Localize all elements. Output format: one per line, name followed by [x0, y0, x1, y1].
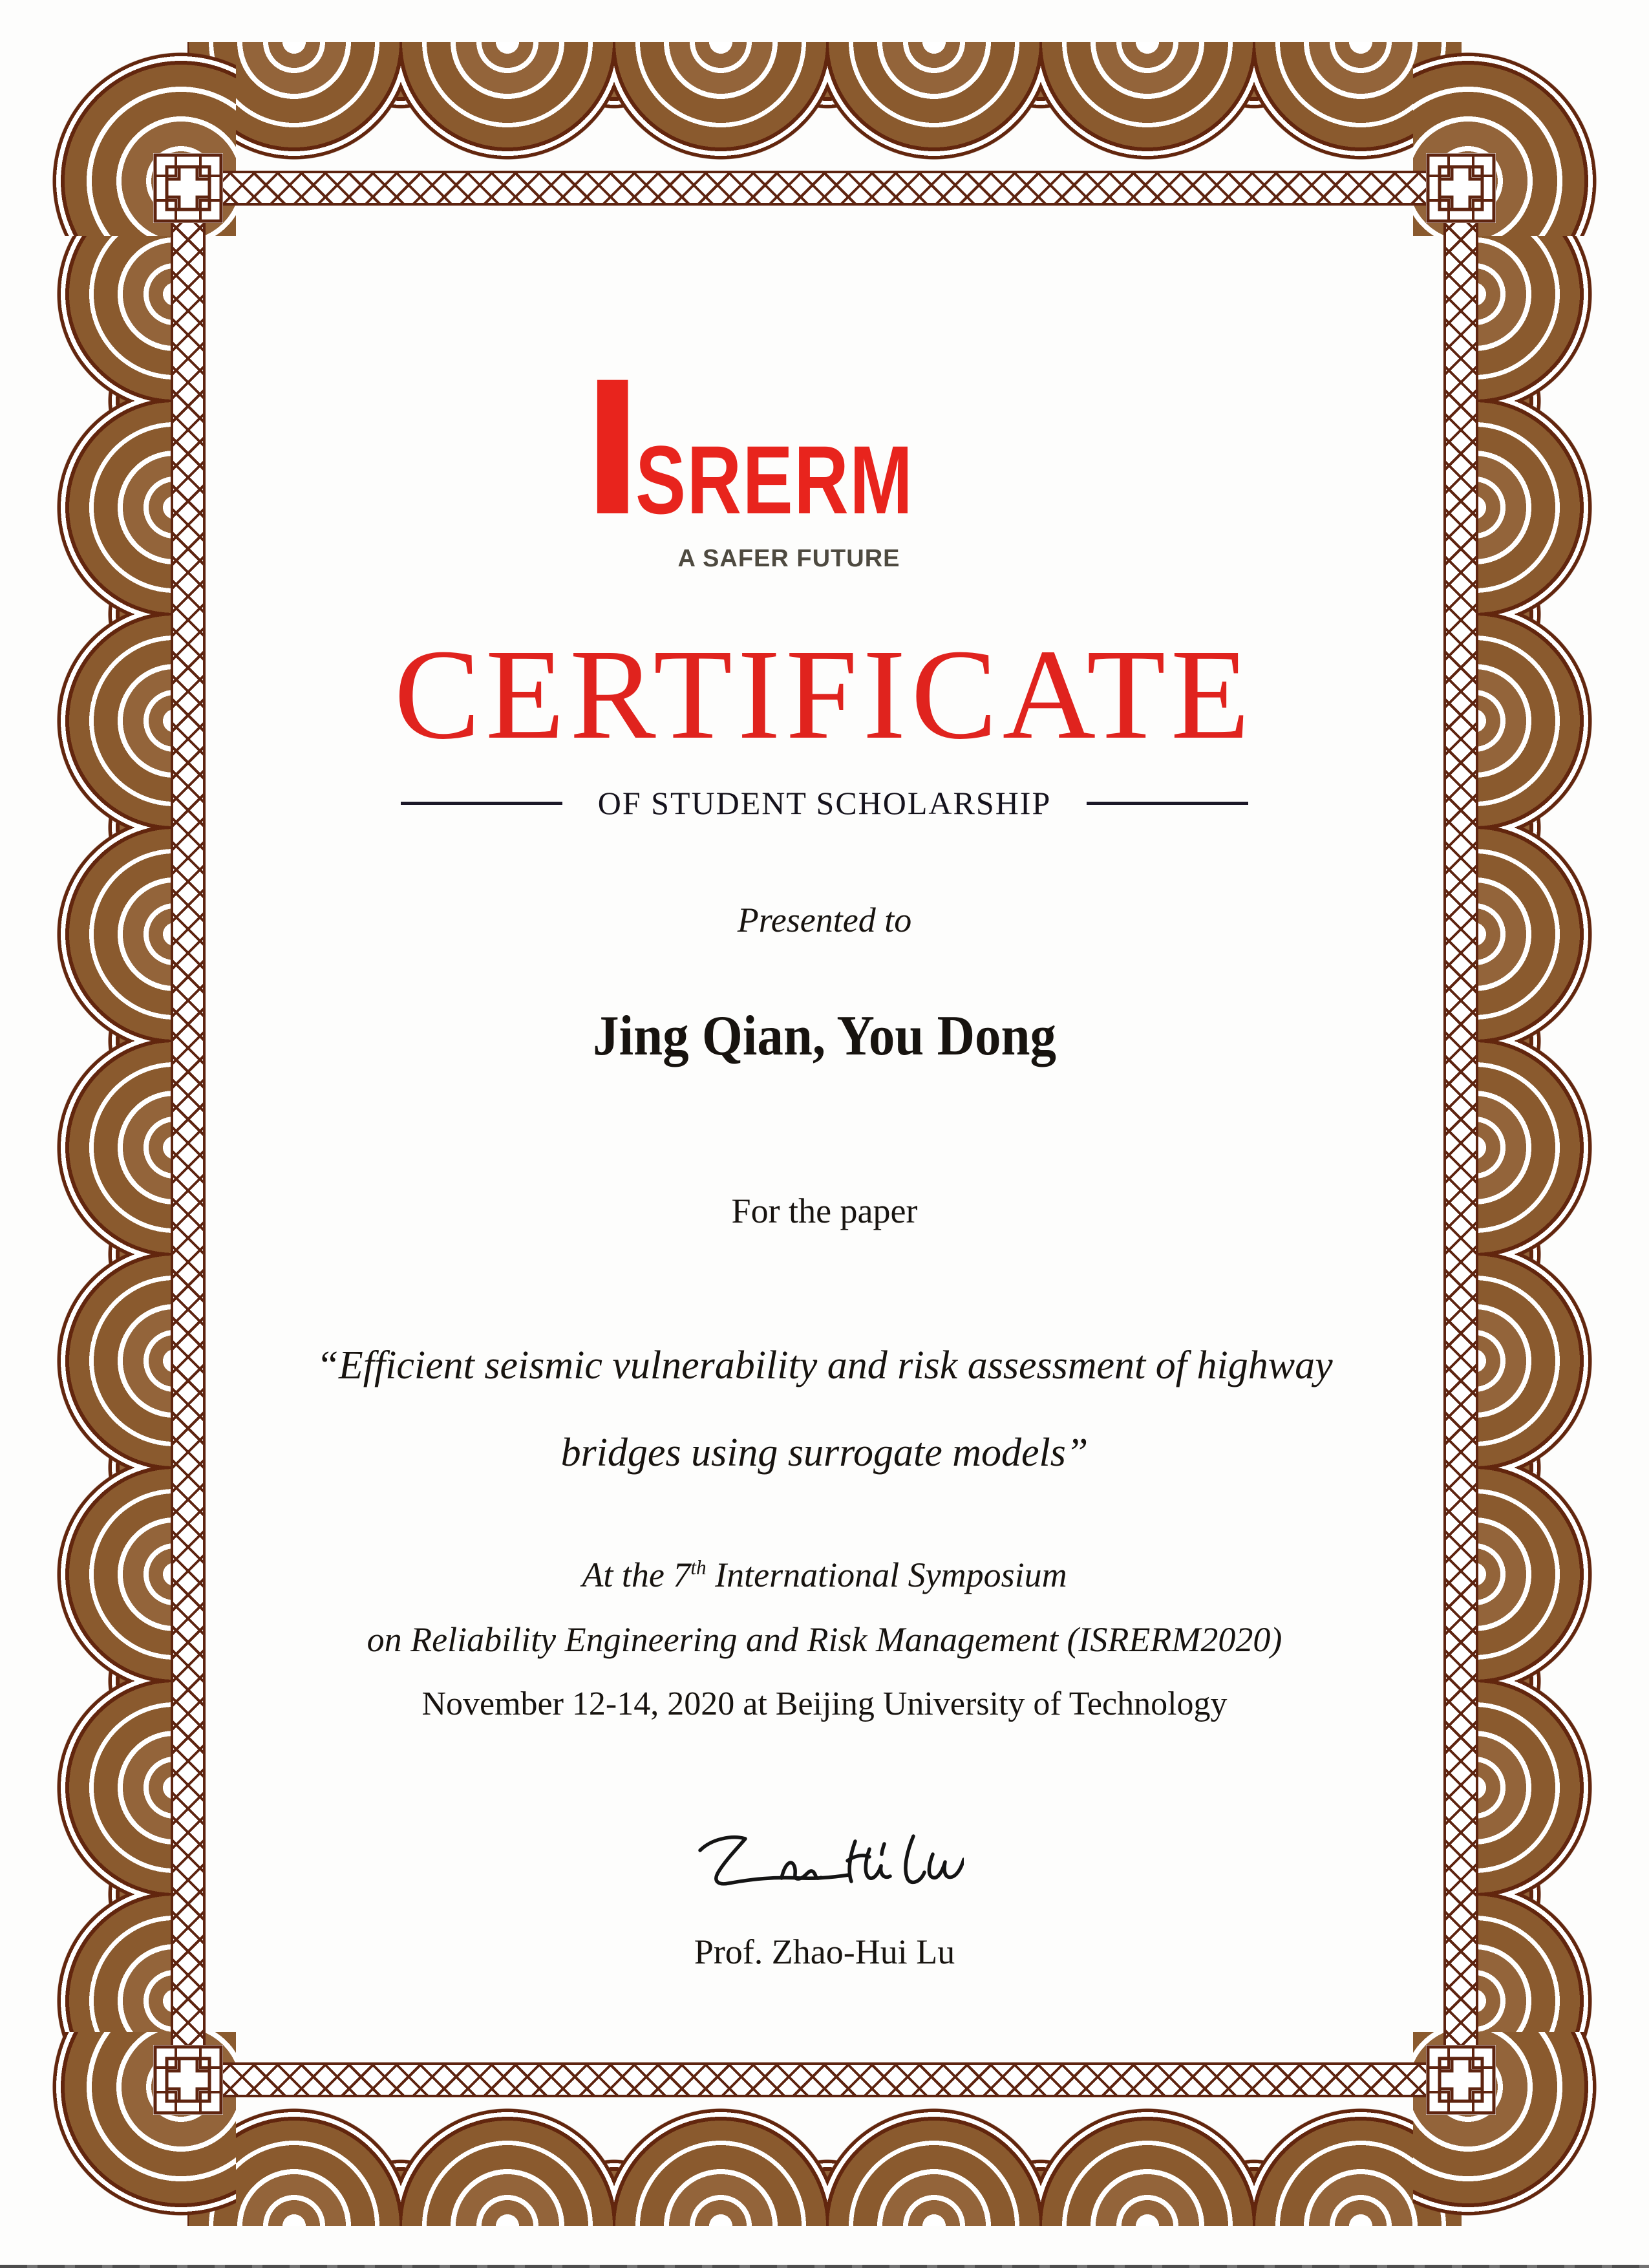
logo-wordmark-text: SRERM [635, 425, 914, 534]
ribbon-band-left [171, 153, 206, 2115]
certificate-content [207, 206, 1442, 2064]
paper-title-line-2: bridges using surrogate models” [560, 1431, 1089, 1475]
recipient-names: Jing Qian, You Dong [593, 1005, 1056, 1067]
signature-handwriting [686, 1817, 964, 1914]
event-line-1 [367, 1543, 1282, 1607]
lace-border-bottom [187, 2093, 1462, 2226]
event-line-1-ordinal-suffix: th [690, 1556, 707, 1579]
paper-title-line-1: “Efficient seismic vulnerability and risk assessment of highway [316, 1343, 1333, 1387]
certificate-subtitle: OF STUDENT SCHOLARSHIP [597, 785, 1052, 821]
subtitle-rule-right [1087, 802, 1248, 805]
logo-initial-i: I [582, 337, 643, 555]
lace-border-right [1474, 187, 1607, 2081]
scan-artifact-line [0, 2265, 1649, 2268]
certificate-subtitle-row [401, 786, 1249, 820]
isrerm-wordmark [582, 337, 992, 555]
event-line-2: on Reliability Engineering and Risk Management (ISRERM2020) [367, 1620, 1282, 1659]
presented-to-label: Presented to [737, 901, 912, 939]
ribbon-band-bottom [153, 2062, 1496, 2097]
ribbon-band-top [153, 171, 1496, 206]
for-the-paper-label: For the paper [731, 1192, 918, 1230]
ribbon-band-right [1443, 153, 1478, 2115]
signature [686, 1817, 964, 1914]
logo-tagline: A SAFER FUTURE [677, 545, 900, 572]
event-line-1-rest: International Symposium [706, 1556, 1067, 1594]
certificate-title: CERTIFICATE [394, 623, 1255, 766]
paper-title [316, 1322, 1332, 1497]
signatory-name: Prof. Zhao-Hui Lu [694, 1932, 955, 1971]
event-line-1-text: At the 7 [582, 1556, 691, 1594]
event-details [367, 1543, 1282, 1737]
lace-border-left [42, 187, 175, 2081]
event-date-location: November 12-14, 2020 at Beijing University of Technology [421, 1685, 1228, 1722]
subtitle-rule-left [401, 802, 562, 805]
isrerm-logo [582, 337, 992, 572]
lace-border-top [187, 42, 1462, 175]
